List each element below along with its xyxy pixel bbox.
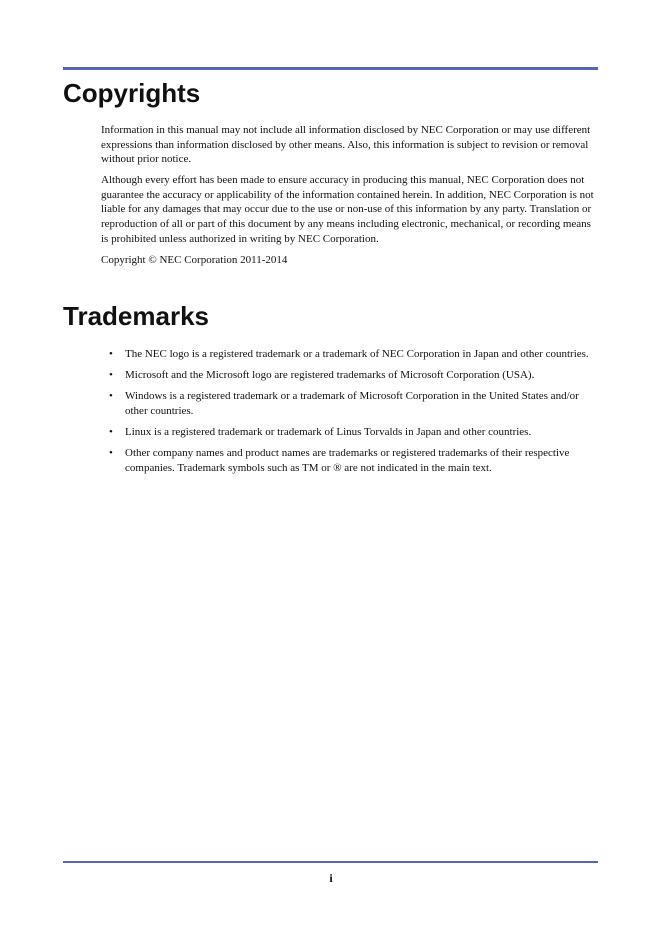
trademarks-section (63, 301, 598, 482)
bullet-icon: • (109, 425, 113, 438)
trademarks-heading: Trademarks (63, 301, 209, 331)
list-item-text: Other company names and product names are trademarks or registered trademarks of their respective companies. Trademark symbols such as TM or ® are not indicated in the main text. (125, 446, 570, 474)
trademarks-list (107, 347, 598, 475)
bullet-icon: • (109, 348, 113, 360)
footer-rule (63, 861, 598, 863)
copyright-notice: Copyright © NEC Corporation 2011-2014 (101, 253, 288, 266)
header-rule (63, 67, 598, 70)
copyrights-body (101, 123, 598, 267)
page-number: i (329, 871, 333, 885)
copyrights-paragraph: Information in this manual may not include all information disclosed by NEC Corporation or may use different expressions than information disclosed by other means. Also, this information is subject to revision or removal without prior notice. (101, 124, 591, 166)
bullet-icon: • (109, 446, 113, 459)
list-item-text: The NEC logo is a registered trademark or a trademark of NEC Corporation in Japan and other countries. (125, 348, 589, 360)
copyrights-paragraph: Although every effort has been made to ensure accuracy in producing this manual, NEC Corporation does not guarantee the accuracy or applicability of the information contained herein. In addition, NEC Corporation is not liable for any damages that may occur due to the use or non-use of this information by any party. Translation or reproduction of all or part of this document by any means including electronic, mechanical, or recording means is prohibited unless authorized in writing by NEC Corporation. (101, 174, 594, 245)
list-item (107, 389, 598, 418)
copyrights-section (63, 78, 598, 274)
list-item-text: Windows is a registered trademark or a trademark of Microsoft Corporation in the United States and/or other countries. (125, 390, 579, 417)
list-item-text: Linux is a registered trademark or trademark of Linus Torvalds in Japan and other countries. (125, 425, 532, 438)
list-item (107, 425, 598, 440)
list-item (107, 347, 598, 362)
bullet-icon: • (109, 390, 113, 403)
copyrights-heading: Copyrights (63, 78, 201, 108)
list-item (107, 368, 598, 383)
list-item-text: Microsoft and the Microsoft logo are registered trademarks of Microsoft Corporation (USA). (125, 369, 535, 382)
bullet-icon: • (109, 369, 113, 382)
list-item (107, 446, 598, 475)
